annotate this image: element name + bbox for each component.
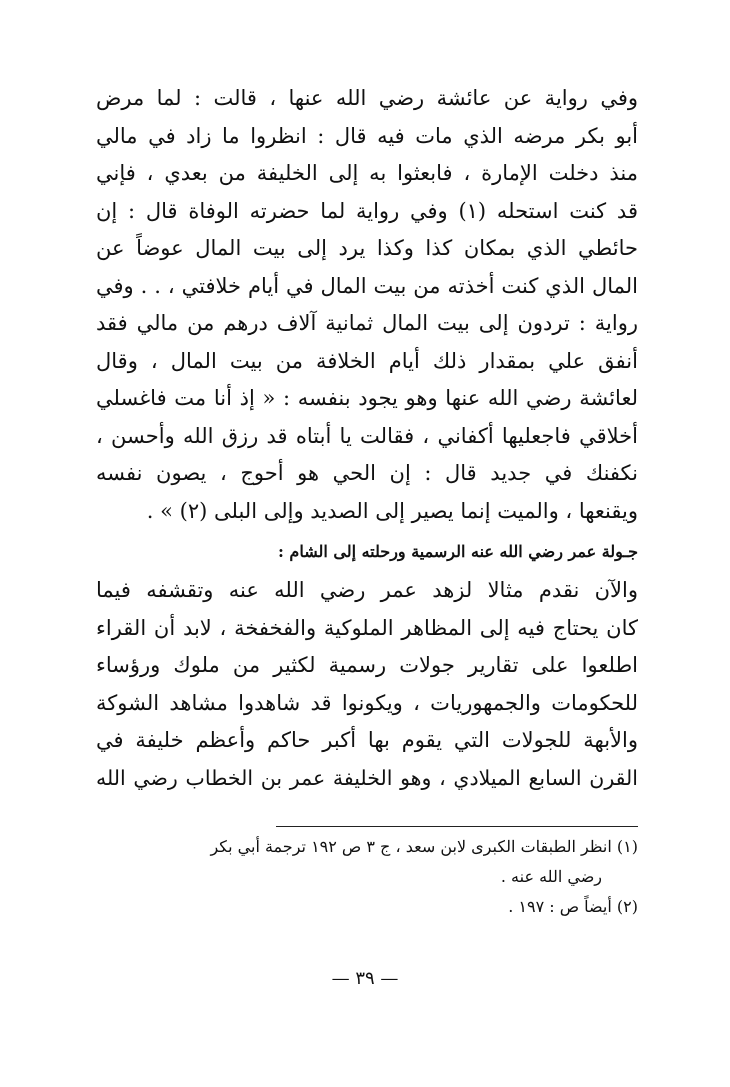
text-line: والآن نقدم مثالا لزهد عمر رضي الله عنه وتقشفه فيما [96,578,638,602]
text-line: قد كنت استحله (١) وفي رواية لما حضرته الوفاة قال : إن [96,198,638,223]
text-line: والأبهة للجولات التي يقوم بها أكبر حاكم وأعظم خليفة في [96,728,639,752]
footnote-2: (٢) أيضاً ص : ١٩٧ . [508,897,638,916]
page-body [96,80,638,797]
text-line: لعائشة رضي الله عنها وهو يجود بنفسه : « إذ أنا مت فاغسلي [96,386,638,410]
text-line: أخلاقي فاجعليها أكفاني ، فقالت يا أبتاه قد رزق الله وأحسن ، [96,423,638,448]
footnote-1: (١) انظر الطبقات الكبرى لابن سعد ، ج ٣ ص ١٩٢ ترجمة أبي بكر [210,837,638,856]
section-heading: جـولة عمر رضي الله عنه الرسمية ورحلته إلى الشام : [277,542,638,561]
text-line: اطلعوا على تقارير جولات رسمية لكثير من ملوك ورؤساء [96,653,638,677]
page-number: — ٣٩ — [331,968,399,989]
footnote-1-continuation: رضي الله عنه . [500,867,602,886]
text-line: كان يحتاج فيه إلى المظاهر الملوكية والفخفخة ، لابد أن القراء [96,615,638,640]
footnote-divider [276,826,638,827]
text-line: أبو بكر مرضه الذي مات فيه قال : انظروا ما زاد في مالي [96,123,638,148]
text-line: نكفنك في جديد قال : إن الحي هو أحوج ، يصون نفسه [96,461,638,485]
text-line: المال الذي كنت أخذته من بيت المال في أيام خلافتي ، . . وفي [96,273,638,298]
footnotes [96,832,638,922]
paragraph-1 [96,80,638,530]
text-line: وفي رواية عن عائشة رضي الله عنها ، قالت : لما مرض [96,86,638,110]
paragraph-2 [96,572,638,797]
text-line: القرن السابع الميلادي ، وهو الخليفة عمر بن الخطاب رضي الله [96,765,638,790]
text-line: ويقنعها ، والميت إنما يصير إلى الصديد وإلى البلى (٢) » . [146,498,638,523]
text-line: أنفق علي بمقدار ذلك أيام الخلافة من بيت المال ، وقال [96,348,638,373]
text-line: رواية : تردون إلى بيت المال ثمانية آلاف درهم من مالي فقد [96,311,638,335]
text-line: للحكومات والجمهوريات ، ويكونوا قد شاهدوا مشاهد الشوكة [96,690,638,715]
text-line: منذ دخلت الإمارة ، فابعثوا به إلى الخليفة من بعدي ، فإني [96,161,638,185]
text-line: حائطي الذي بمكان كذا وكذا يرد إلى بيت المال عوضاً عن [96,236,638,260]
